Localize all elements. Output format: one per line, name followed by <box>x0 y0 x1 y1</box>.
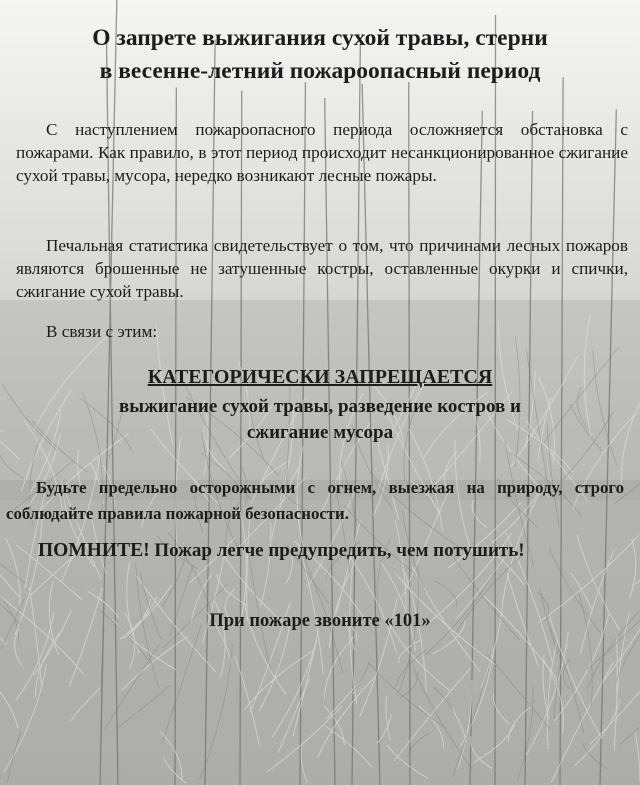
paragraph-fire-season: С наступлением пожароопасного периода осложняется обстановка с пожарами. Как правило, в этот период происходит несанкционированное сжигание сухой травы, мусора, нередко возникают лесные пожары. <box>16 120 628 185</box>
warning-heading: КАТЕГОРИЧЕСКИ ЗАПРЕЩАЕТСЯ <box>147 366 493 388</box>
emergency-call-line: При пожаре звоните «101» <box>209 611 431 631</box>
notice-title <box>20 22 620 88</box>
notice-title-line1: О запрете выжигания сухой травы, стерни <box>92 25 548 51</box>
ban-text-line1: выжигание сухой травы, разведение костров и <box>119 396 521 417</box>
remember-lead: ПОМНИТЕ! <box>38 540 150 561</box>
caution-paragraph: Будьте предельно осторожными с огнем, выезжая на природу, строго соблюдайте правила пожарной безопасности. <box>6 478 624 523</box>
paragraph-statistics: Печальная статистика свидетельствует о том, что причинами лесных пожаров являются брошенные не затушенные костры, оставленные окурки и спички, сжигание сухой травы. <box>16 236 628 301</box>
notice-title-line2: в весенне-летний пожароопасный период <box>99 58 541 84</box>
ban-text <box>20 394 620 446</box>
remember-paragraph <box>8 538 618 564</box>
remember-text: Пожар легче предупредить, чем потушить! <box>154 540 525 561</box>
ban-text-line2: сжигание мусора <box>246 422 394 443</box>
paragraph-in-this-regard: В связи с этим: <box>46 322 158 341</box>
